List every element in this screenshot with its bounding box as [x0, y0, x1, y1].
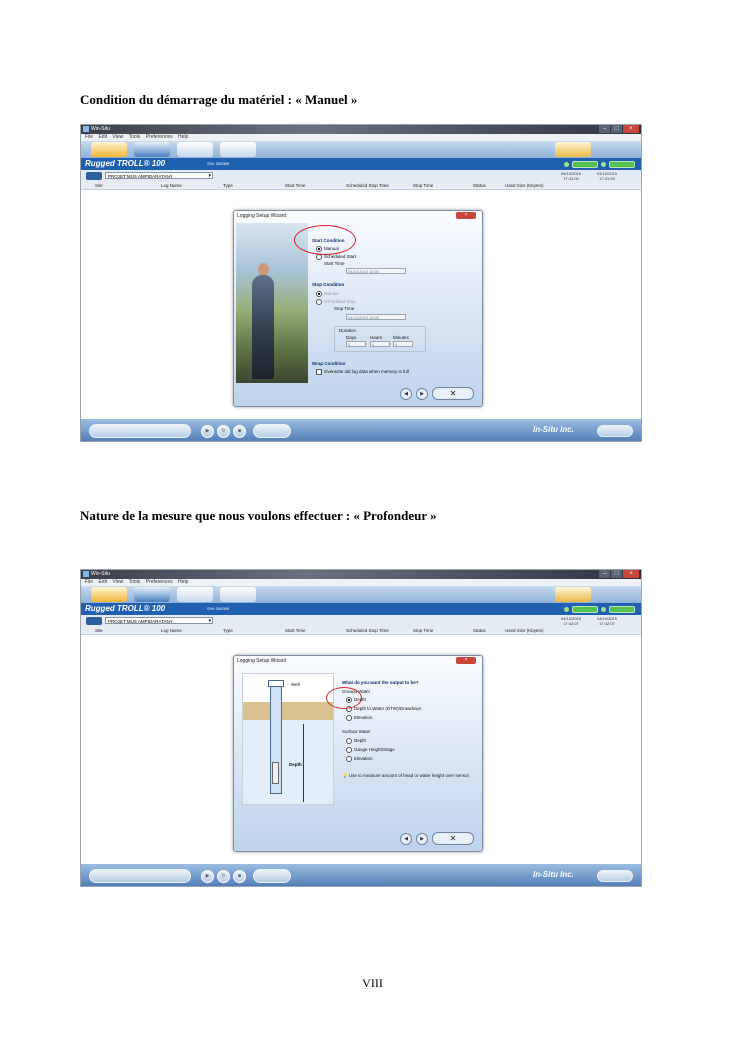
wizard-nav [400, 832, 474, 845]
menubar [81, 134, 641, 141]
pc-clock [557, 616, 585, 626]
menu-file[interactable]: File [85, 579, 94, 585]
col-log-name[interactable]: Log Name [161, 183, 182, 188]
radio-checked-icon [316, 291, 322, 297]
site-bar [81, 615, 641, 627]
dialog-close-button[interactable]: × [456, 212, 476, 219]
col-stop-time[interactable]: Stop Time [413, 628, 434, 633]
window-titlebar [81, 570, 641, 579]
parameters-button[interactable] [177, 142, 213, 157]
pc-date: 04/10/2015 [560, 171, 582, 176]
radio-icon [346, 738, 352, 744]
section1-heading: Condition du démarrage du matériel : « Manuel » [80, 92, 358, 107]
radio-icon [316, 299, 322, 305]
cancel-button[interactable]: ✕ [432, 387, 474, 400]
col-site[interactable]: Site [95, 183, 103, 188]
home-button[interactable] [91, 587, 127, 602]
menu-view[interactable]: View [112, 579, 124, 585]
toggle-pill[interactable] [597, 870, 633, 882]
close-icon[interactable]: × [623, 125, 639, 133]
col-site[interactable]: Site [95, 628, 103, 633]
col-status[interactable]: Status [473, 183, 486, 188]
col-stop-time[interactable]: Stop Time [413, 183, 434, 188]
back-button[interactable]: ◀ [400, 388, 412, 400]
toggle-pill[interactable] [597, 425, 633, 437]
settings-button[interactable] [220, 142, 256, 157]
screenshot-start-condition [80, 124, 642, 442]
overwrite-label: Overwrite old log data when memory is full [324, 369, 409, 375]
site-select[interactable]: PROJET MUS AMPIDARATANY ▾ [105, 172, 213, 179]
minutes-field[interactable]: 0 [393, 341, 413, 347]
window-controls [599, 125, 639, 134]
highlight-ellipse [294, 225, 356, 255]
device-clock [593, 171, 621, 181]
connection-icon [564, 607, 569, 612]
manual-label: Manual [324, 246, 339, 252]
device-time: 17:41:09 [599, 176, 615, 181]
radio-icon [346, 747, 352, 753]
depth-label: Depth [289, 762, 302, 767]
app-icon [83, 126, 89, 132]
device-date: 04/10/2015 [596, 171, 618, 176]
insitu-logo: In-Situ Inc. [533, 870, 574, 879]
wrap-condition-label: Wrap Condition [312, 361, 346, 366]
window-title: Win-Situ [91, 126, 110, 132]
menubar [81, 579, 641, 586]
back-button[interactable]: ◀ [400, 833, 412, 845]
memory-icon [601, 607, 606, 612]
logging-button[interactable] [134, 142, 170, 157]
logging-setup-wizard [233, 655, 483, 852]
data-folder-button[interactable] [555, 587, 591, 602]
connection-icon [564, 162, 569, 167]
screenshot-output-type [80, 569, 642, 887]
hours-field[interactable]: 0 [370, 341, 390, 347]
menu-view[interactable]: View [112, 134, 124, 140]
pc-date: 04/10/2015 [560, 616, 582, 621]
manual-stop-radio[interactable] [316, 291, 339, 297]
minutes-label: Minutes [393, 335, 409, 340]
bottom-toolbar-pill [89, 869, 191, 883]
menu-help[interactable]: Help [178, 579, 189, 585]
section2-heading: Nature de la mesure que nous voulons effectuer : « Profondeur » [80, 508, 437, 523]
sensor-icon [272, 762, 279, 784]
radio-icon [346, 756, 352, 762]
parameters-button[interactable] [177, 587, 213, 602]
person-figure [252, 275, 274, 379]
col-scheduled-stop[interactable]: Scheduled Stop Time [346, 628, 389, 633]
export-pill-button[interactable] [253, 424, 291, 438]
col-used-size[interactable]: Used Size (Kbytes) [505, 183, 544, 188]
col-scheduled-stop[interactable]: Scheduled Stop Time [346, 183, 389, 188]
gauge-radio[interactable] [346, 747, 395, 753]
bottom-bar [81, 419, 641, 441]
stop-button[interactable]: ■ [233, 870, 246, 883]
stop-time-label: Stop Time [334, 306, 355, 311]
site-bar [81, 170, 641, 182]
bottom-toolbar-pill [89, 424, 191, 438]
device-status [564, 161, 635, 167]
menu-edit[interactable]: Edit [98, 579, 108, 585]
menu-preferences[interactable]: Preferences [145, 579, 173, 585]
main-toolbar [81, 141, 641, 158]
sw-elevation-label: Elevation [354, 756, 373, 762]
maximize-icon[interactable]: □ [611, 125, 622, 133]
hours-label: Hours [370, 335, 383, 340]
start-time-label: Start Time [324, 261, 345, 266]
elevation-label: Elevation [354, 715, 373, 721]
surface-water-label: Surface Water [342, 729, 371, 734]
duration-label: Duration [339, 328, 357, 333]
scheduled-start-label: Scheduled Start [324, 254, 357, 260]
col-status[interactable]: Status [473, 628, 486, 633]
depth-arrow [303, 724, 304, 802]
well-cap [268, 680, 284, 687]
ground-water-label: Ground Water [342, 689, 371, 694]
wizard-nav [400, 387, 474, 400]
stop-button[interactable]: ■ [233, 425, 246, 438]
pc-time: 17:41:00 [563, 176, 579, 181]
refresh-button[interactable]: ↻ [217, 870, 230, 883]
window-controls [599, 570, 639, 579]
logging-setup-wizard [233, 210, 483, 407]
overwrite-checkbox[interactable] [316, 369, 409, 375]
start-time-field[interactable]: 04/16/2015 18:00 [346, 268, 406, 274]
logging-button[interactable] [134, 587, 170, 602]
dtw-label: Depth to Water (DTW)/Drawdown [354, 706, 422, 712]
device-brand: Rugged TROLL® 100 [85, 604, 166, 613]
manual-stop-label: Manual [324, 291, 339, 297]
main-toolbar [81, 586, 641, 603]
minimize-icon[interactable]: – [599, 570, 610, 578]
insitu-logo: In-Situ Inc. [533, 425, 574, 434]
settings-button[interactable] [220, 587, 256, 602]
bottom-bar [81, 864, 641, 886]
play-button[interactable]: ▶ [201, 425, 214, 438]
next-button[interactable]: ▶ [416, 388, 428, 400]
col-type[interactable]: Type [223, 183, 233, 188]
elevation-radio[interactable] [346, 715, 373, 721]
menu-tools[interactable]: Tools [128, 134, 141, 140]
memory-bar-icon [609, 606, 635, 613]
log-table-header [81, 182, 641, 190]
site-select[interactable]: PROJET MUS AMPIDARATANY ▾ [105, 617, 213, 624]
device-clock [593, 616, 621, 626]
window-titlebar [81, 125, 641, 134]
pc-time: 17:42:07 [563, 621, 579, 626]
memory-icon [601, 162, 606, 167]
stop-time-field[interactable]: 04/16/2015 18:00 [346, 314, 406, 320]
dialog-title: Logging Setup Wizard [237, 213, 287, 219]
col-type[interactable]: Type [223, 628, 233, 633]
export-pill-button[interactable] [253, 869, 291, 883]
dialog-title: Logging Setup Wizard [237, 658, 287, 664]
hint-text [342, 773, 470, 779]
scheduled-stop-label: Scheduled Stop [324, 299, 356, 305]
menu-help[interactable]: Help [178, 134, 189, 140]
app-icon [83, 571, 89, 577]
memory-bar-icon [609, 161, 635, 168]
cancel-button[interactable]: ✕ [432, 832, 474, 845]
site-button[interactable] [86, 617, 102, 625]
radio-icon [346, 715, 352, 721]
col-start-time[interactable]: Start Time [285, 628, 306, 633]
checkbox-icon [316, 369, 322, 375]
page-number: VIII [362, 976, 383, 990]
play-button[interactable]: ▶ [201, 870, 214, 883]
dtw-radio[interactable] [346, 706, 421, 712]
dialog-close-button[interactable]: × [456, 657, 476, 664]
soil-layer [243, 702, 333, 720]
menu-edit[interactable]: Edit [98, 134, 108, 140]
menu-preferences[interactable]: Preferences [145, 134, 173, 140]
maximize-icon[interactable]: □ [611, 570, 622, 578]
home-button[interactable] [91, 142, 127, 157]
days-field[interactable]: 0 [346, 341, 366, 347]
minimize-icon[interactable]: – [599, 125, 610, 133]
log-table-header [81, 627, 641, 635]
device-bar [81, 603, 641, 615]
depth-radio-label: Depth [354, 697, 367, 703]
sw-depth-label: Depth [354, 738, 367, 744]
battery-icon [572, 606, 598, 613]
device-serial: S/N: 306399 [207, 161, 230, 166]
hint-label: Use to measure amount of head or water height over sensor. [348, 773, 470, 778]
water-layer [243, 720, 333, 804]
battery-icon [572, 161, 598, 168]
device-status [564, 606, 635, 612]
refresh-button[interactable]: ↻ [217, 425, 230, 438]
well-diagram [242, 673, 334, 805]
stop-condition-label: Stop Condition [312, 282, 345, 287]
device-date: 04/10/2015 [596, 616, 618, 621]
well-label: Well [291, 682, 300, 687]
data-folder-button[interactable] [555, 142, 591, 157]
device-bar [81, 158, 641, 170]
output-question: What do you want the output to be? [342, 680, 419, 685]
sw-elevation-radio[interactable] [346, 756, 373, 762]
menu-tools[interactable]: Tools [128, 579, 141, 585]
device-brand: Rugged TROLL® 100 [85, 159, 166, 168]
next-button[interactable]: ▶ [416, 833, 428, 845]
scheduled-stop-radio[interactable] [316, 299, 356, 305]
close-icon[interactable]: × [623, 570, 639, 578]
lightbulb-icon: 💡 [342, 773, 348, 778]
days-label: Days [346, 335, 357, 340]
gauge-label: Gauge Height/Stage [354, 747, 395, 753]
window-title: Win-Situ [91, 571, 110, 577]
col-start-time[interactable]: Start Time [285, 183, 306, 188]
menu-file[interactable]: File [85, 134, 94, 140]
sw-depth-radio[interactable] [346, 738, 366, 744]
pc-clock [557, 171, 585, 181]
col-used-size[interactable]: Used Size (Kbytes) [505, 628, 544, 633]
start-condition-label: Start Condition [312, 238, 345, 243]
device-serial: S/N: 306399 [207, 606, 230, 611]
highlight-ellipse [326, 687, 362, 709]
device-time: 17:42:07 [599, 621, 615, 626]
site-button[interactable] [86, 172, 102, 180]
col-log-name[interactable]: Log Name [161, 628, 182, 633]
